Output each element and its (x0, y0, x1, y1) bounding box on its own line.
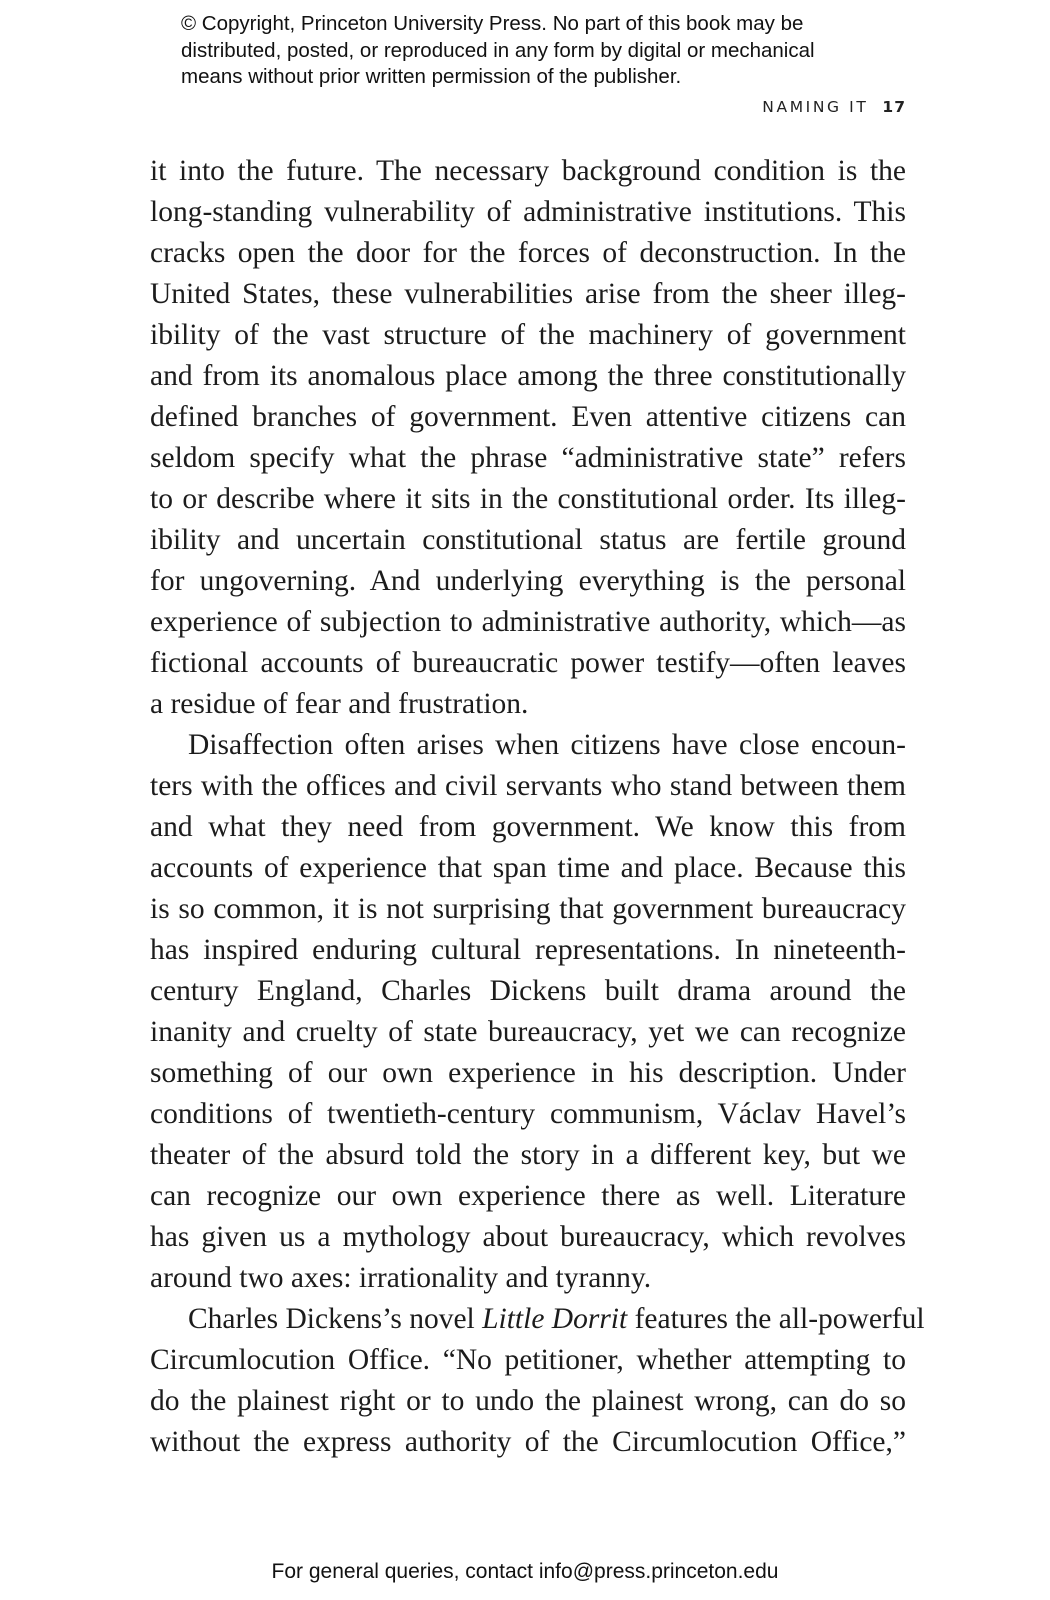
footer-contact: For general queries, contact info@press.princeton.edu (271, 1560, 779, 1583)
text-line: to or describe where it sits in the constitutional order. Its illeg- (150, 483, 906, 515)
text-line: and what they need from government. We know this from (150, 811, 906, 843)
text-line: experience of subjection to administrative authority, which—as (150, 606, 906, 638)
book-title: Little Dorrit (482, 1303, 628, 1335)
text-line: is so common, it is not surprising that government bureaucracy (150, 893, 906, 925)
text-line: has given us a mythology about bureaucracy, which revolves (150, 1221, 906, 1253)
text-line: without the express authority of the Circumlocution Office,” (150, 1426, 906, 1458)
text-line: it into the future. The necessary background condition is the (150, 155, 906, 187)
text-line: something of our own experience in his description. Under (150, 1057, 906, 1089)
chapter-title: NAMING IT (762, 98, 869, 116)
text-line: can recognize our own experience there as well. Literature (150, 1180, 906, 1212)
page-number: 17 (882, 98, 906, 116)
copyright-line: means without prior written permission of the publisher. (181, 65, 682, 88)
text-line: fictional accounts of bureaucratic power testify—often leaves (150, 647, 906, 679)
text-line: theater of the absurd told the story in a different key, but we (150, 1139, 906, 1171)
running-head (762, 98, 906, 116)
text-line: ibility and uncertain constitutional status are fertile ground (150, 524, 906, 556)
text-line: long-standing vulnerability of administrative institutions. This (150, 196, 906, 228)
text-line: for ungoverning. And underlying everything is the personal (150, 565, 906, 597)
text-line (150, 1299, 925, 1340)
text-line: seldom specify what the phrase “administrative state” refers (150, 442, 906, 474)
text-fragment: Charles Dickens’s novel (188, 1303, 483, 1335)
text-line: has inspired enduring cultural representations. In nineteenth- (150, 934, 906, 966)
text-fragment: features the all-powerful (627, 1303, 925, 1335)
text-line: do the plainest right or to undo the plainest wrong, can do so (150, 1385, 906, 1417)
body-text (150, 151, 925, 1463)
text-line: defined branches of government. Even attentive citizens can (150, 401, 906, 433)
copyright-notice (181, 11, 941, 91)
copyright-line: © Copyright, Princeton University Press. No part of this book may be (181, 12, 804, 35)
text-line: century England, Charles Dickens built drama around the (150, 975, 906, 1007)
text-line: ibility of the vast structure of the machinery of government (150, 319, 906, 351)
text-line: and from its anomalous place among the three constitutionally (150, 360, 906, 392)
text-line: a residue of fear and frustration. (150, 688, 529, 720)
text-line: United States, these vulnerabilities arise from the sheer illeg- (150, 278, 906, 310)
text-line: ters with the offices and civil servants who stand between them (150, 770, 906, 802)
text-line: Circumlocution Office. “No petitioner, whether attempting to (150, 1344, 906, 1376)
text-line: accounts of experience that span time and place. Because this (150, 852, 906, 884)
text-line: Disaffection often arises when citizens have close encoun- (188, 729, 906, 761)
text-line: inanity and cruelty of state bureaucracy, yet we can recognize (150, 1016, 906, 1048)
text-line: around two axes: irrationality and tyranny. (150, 1262, 652, 1294)
copyright-line: distributed, posted, or reproduced in any form by digital or mechanical (181, 38, 815, 62)
text-line: conditions of twentieth-century communism, Václav Havel’s (150, 1098, 906, 1130)
text-line: cracks open the door for the forces of deconstruction. In the (150, 237, 906, 269)
